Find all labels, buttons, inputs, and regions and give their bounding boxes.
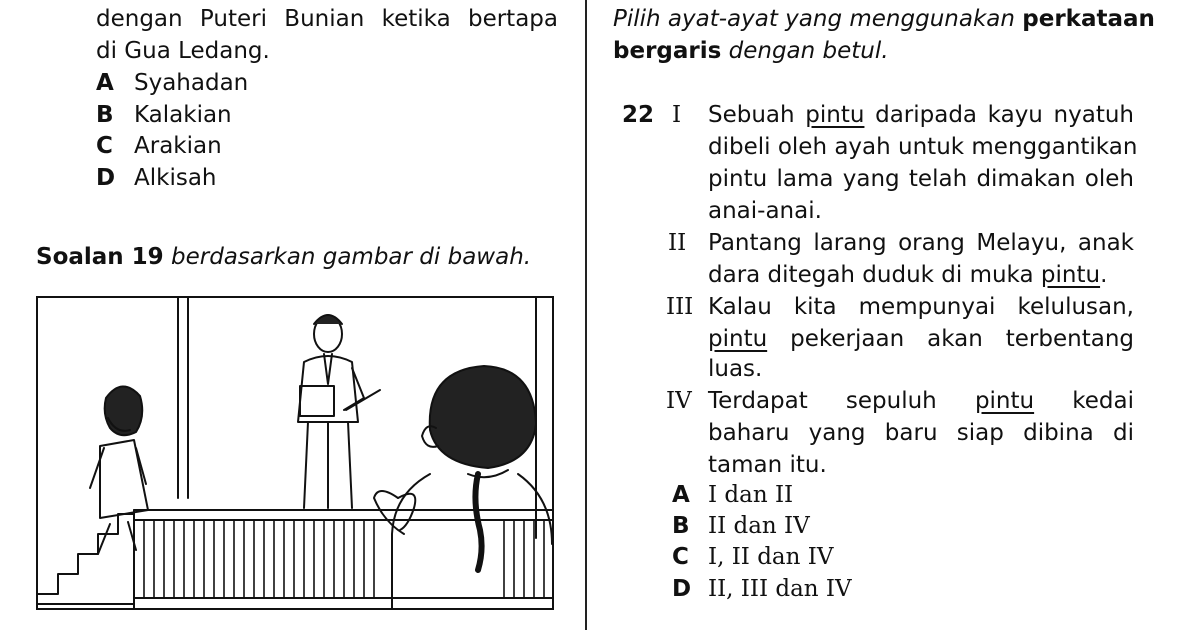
option-text: II dan IV	[708, 513, 810, 539]
statement-iv-line2: baharu yang baru siap dibina di	[708, 420, 1134, 446]
option-text: I dan II	[708, 482, 794, 508]
underlined-word: pintu	[805, 102, 865, 128]
option-text: I, II dan IV	[708, 544, 834, 570]
option-text: Kalakian	[134, 102, 232, 128]
statement-i-line2: dibeli oleh ayah untuk menggantikan	[708, 134, 1138, 160]
q19-heading	[36, 242, 531, 273]
option-text: Arakian	[134, 133, 222, 159]
instruction-part1: Pilih ayat-ayat yang menggunakan	[613, 6, 1015, 32]
statement-ii-line1: Pantang larang orang Melayu, anak	[708, 230, 1134, 256]
text-run: pekerjaan akan terbentang	[767, 326, 1134, 352]
text-run: .	[1100, 262, 1108, 288]
q19-illustration	[36, 296, 554, 610]
statement-iii-line1: Kalau kita mempunyai kelulusan,	[708, 294, 1134, 320]
option-letter: C	[96, 133, 113, 159]
option-letter: D	[672, 576, 692, 602]
instruction-line2	[613, 36, 889, 67]
option-text: II, III dan IV	[708, 576, 852, 602]
instruction-bold1: perkataan	[1022, 6, 1155, 32]
instruction-line1	[613, 4, 1155, 35]
option-text: Alkisah	[134, 165, 217, 191]
q18-stem-line1: dengan Puteri Bunian ketika bertapa	[96, 6, 558, 32]
classroom-scene-drawing	[38, 298, 552, 608]
underlined-word: pintu	[708, 326, 768, 352]
option-letter: B	[672, 513, 690, 539]
statement-ii-numeral: II	[668, 230, 687, 256]
text-run: Terdapat sepuluh	[708, 388, 975, 414]
option-letter: C	[672, 544, 689, 570]
text-run: dara ditegah duduk di muka	[708, 262, 1041, 288]
statement-iii-numeral: III	[666, 294, 694, 320]
text-run: kedai	[1034, 388, 1135, 414]
q18-stem-line2: di Gua Ledang.	[96, 38, 270, 64]
underlined-word: pintu	[974, 388, 1035, 414]
underlined-word: pintu	[1040, 262, 1101, 288]
q22-number: 22	[622, 102, 655, 128]
statement-iv-line1	[708, 386, 1134, 417]
instruction-part2: dengan betul.	[728, 38, 889, 64]
statement-iii-line3: luas.	[708, 356, 763, 382]
statement-i-line3: pintu lama yang telah dimakan oleh	[708, 166, 1134, 192]
statement-i-line1	[708, 100, 1134, 131]
option-letter: A	[672, 482, 690, 508]
text-run: daripada kayu nyatuh	[864, 102, 1134, 128]
statement-i-numeral: I	[672, 102, 682, 128]
statement-iii-line2	[708, 324, 1134, 355]
text-run: Sebuah	[708, 102, 806, 128]
statement-iv-line3: taman itu.	[708, 452, 827, 478]
option-letter: B	[96, 102, 114, 128]
q19-heading-italic: berdasarkan gambar di bawah.	[171, 244, 532, 270]
option-text: Syahadan	[134, 70, 249, 96]
statement-i-line4: anai-anai.	[708, 198, 822, 224]
q19-heading-bold: Soalan 19	[36, 244, 164, 270]
instruction-bold2: bergaris	[613, 38, 722, 64]
option-letter: D	[96, 165, 116, 191]
statement-ii-line2	[708, 260, 1107, 291]
statement-iv-numeral: IV	[666, 388, 692, 414]
column-divider	[585, 0, 587, 630]
option-letter: A	[96, 70, 114, 96]
